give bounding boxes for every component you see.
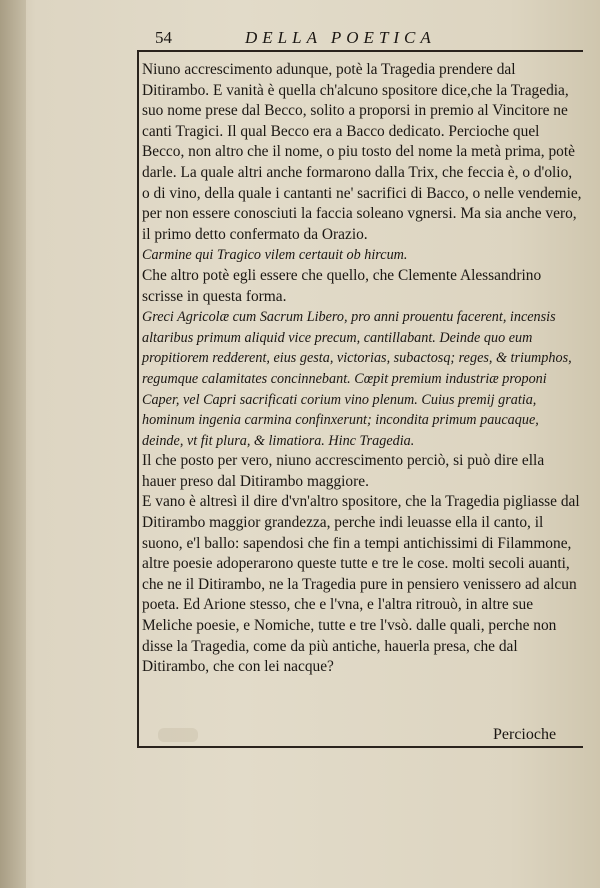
paragraph-4: E vano è altresì il dire d'vn'altro spositore, che la Tragedia pigliasse dal Ditirambo maggior grandezza, perche indi leuasse ella il canto, il suono, e'l ballo: sapendosi che fin a tempi antichissimi di Filammone, altre poesie adoperarono queste tutte e tre le cose. molti secoli auanti, che ne il Ditirambo, ne la Tragedia pure in pensiero venissero ad alcun poeta. Ed Arione stesso, che e l'vna, e l'altra ritrouò, in altre sue Meliche poesie, e Nomiche, tutte e tre l'vsò. dalle quali, perche non disse la Tragedia, come da più antiche, hauerla presa, che dal Ditirambo, che con lei nacque? bbox=[142, 493, 580, 676]
running-header bbox=[155, 28, 585, 50]
paragraph-3: Il che posto per vero, niuno accrescimento perciò, si può dire ella hauer preso dal Ditirambo maggiore. bbox=[142, 452, 545, 490]
catchword: Percioche bbox=[493, 726, 557, 743]
paragraph-1: Niuno accrescimento adunque, potè la Tragedia prendere dal Ditirambo. E vanità è quella ch'alcuno spositore dice,che la Tragedia, suo nome prese dal Becco, solito a proporsi in premio al Vincitore ne canti Tragici. Il qual Becco era a Bacco dedicato. Percioche quel Becco, non altro che il nome, o piu tosto del nome la metà prima, potè darle. La quale altri anche formarono dalla Trix, che feccia è, o d'olio, o di vino, della quale i cantanti ne' sacrifici di Bacco, o nelle vendemie, per non essere conosciuti la faccia soleano vgnersi. Ma sia anche vero, il primo detto confermato da Orazio. bbox=[142, 61, 582, 243]
page-gutter bbox=[0, 0, 26, 888]
bottom-rule bbox=[137, 746, 583, 748]
page-number: 54 bbox=[155, 28, 172, 47]
ink-smudge bbox=[158, 728, 198, 742]
left-rule bbox=[137, 50, 139, 748]
latin-quote-horace: Carmine qui Tragico vilem certauit ob hircum. bbox=[142, 247, 408, 264]
top-rule bbox=[137, 50, 583, 52]
paragraph-2: Che altro potè egli essere che quello, che Clemente Alessandrino scrisse in questa forma. bbox=[142, 266, 542, 305]
text-block bbox=[142, 60, 582, 678]
running-title: DELLA POETICA bbox=[245, 28, 436, 47]
latin-quote-clement: Greci Agricolæ cum Sacrum Libero, pro anni prouentu facerent, incensis altaribus primum aliquid vice precum, cantillabant. Deinde quo eum propitiorem redderent, eius gesta, victorias, subactosq; reges, & triumphos, regumque calamitates concinnebant. Cœpit premium industriæ proponi Caper, vel Capri sacrificati corium vino plenum. Cuius premij gratia, hominum ingenia carmina confinxerunt; incondita primum paucaque, deinde, vt fit plura, & limatiora. Hinc Tragedia. bbox=[142, 309, 572, 449]
